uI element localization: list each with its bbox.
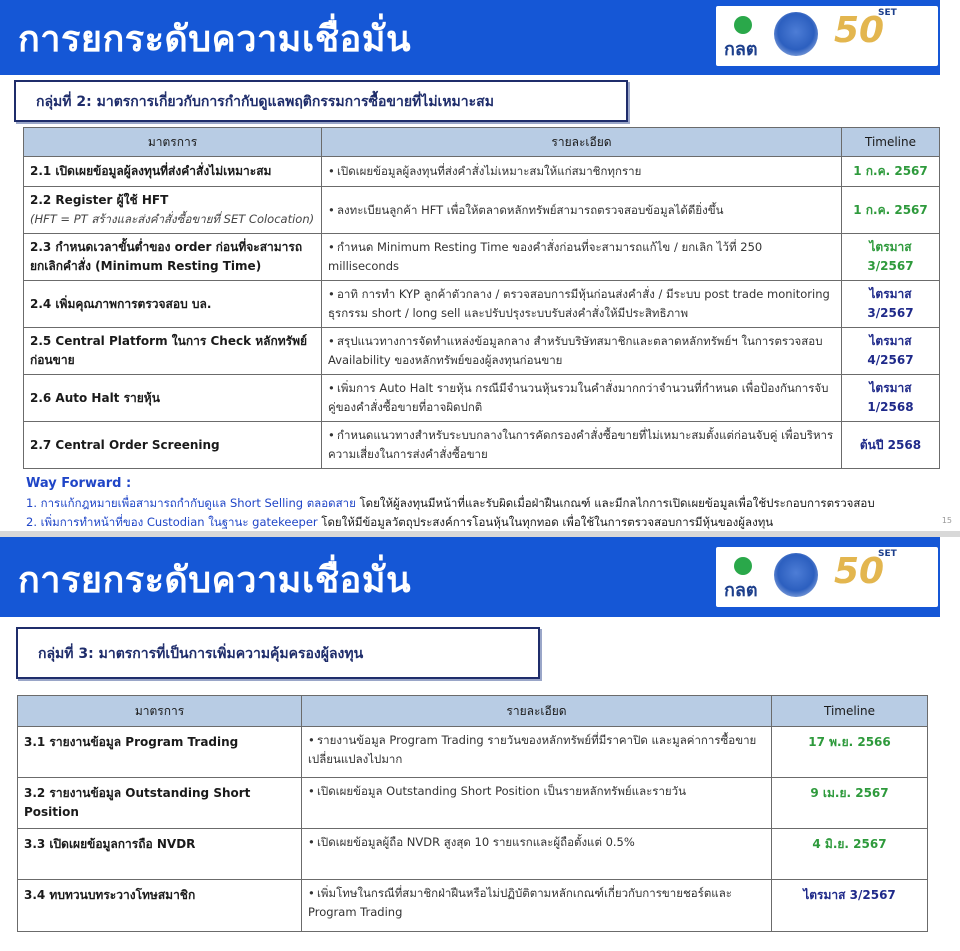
measure-cell: 2.6 Auto Halt รายหุ้น bbox=[24, 375, 322, 422]
detail-cell: • เปิดเผยข้อมูลผู้ถือ NVDR สูงสุด 10 รายแรกและผู้ถือตั้งแต่ 0.5% bbox=[302, 829, 772, 880]
detail-cell: • เพิ่มการ Auto Halt รายหุ้น กรณีมีจำนวนหุ้นรวมในคำสั่งมากกว่าจำนวนที่กำหนด เพื่อป้องกันการจับคู่ของคำสั่งซื้อขายที่อาจผิดปกติ bbox=[322, 375, 842, 422]
table-header-row bbox=[18, 696, 928, 727]
timeline-cell: 1 ก.ค. 2567 bbox=[842, 187, 940, 234]
group-heading-box bbox=[16, 627, 540, 679]
sec-logo bbox=[724, 16, 764, 58]
group-heading-box bbox=[14, 80, 628, 122]
timeline-cell: 17 พ.ย. 2566 bbox=[772, 727, 928, 778]
slide-title: การยกระดับความเชื่อมั่น bbox=[18, 560, 412, 601]
slide-title: การยกระดับความเชื่อมั่น bbox=[18, 19, 412, 60]
header-timeline: Timeline bbox=[842, 128, 940, 157]
timeline-cell: 4 มิ.ย. 2567 bbox=[772, 829, 928, 880]
set-50th-logo bbox=[834, 549, 897, 592]
detail-cell: • กำหนด Minimum Resting Time ของคำสั่งก่อนที่จะสามารถแก้ไข / ยกเลิก ไว้ที่ 250 milliseconds bbox=[322, 234, 842, 281]
way-forward-rest: โดยให้มีข้อมูลวัตถุประสงค์การโอนหุ้นในทุกทอด เพื่อใช้ในการตรวจสอบการมีหุ้นของผู้ลงทุน bbox=[317, 515, 774, 529]
set-50th-logo bbox=[834, 8, 897, 51]
table-row bbox=[24, 281, 940, 328]
table-row bbox=[18, 829, 928, 880]
table-row bbox=[24, 375, 940, 422]
sec-logo-circle-icon bbox=[734, 557, 752, 575]
table-header-row bbox=[24, 128, 940, 157]
header-measure: มาตรการ bbox=[24, 128, 322, 157]
sec-logo bbox=[724, 557, 764, 599]
table-row bbox=[18, 727, 928, 778]
way-forward-item bbox=[26, 495, 875, 513]
header-timeline: Timeline bbox=[772, 696, 928, 727]
way-forward-lead: 1. การแก้กฎหมายเพื่อสามารถกำกับดูแล Short Selling ตลอดสาย bbox=[26, 496, 356, 510]
measure-note: (HFT = PT สร้างและส่งคำสั่งซื้อขายที่ SET Colocation) bbox=[30, 212, 315, 226]
set-50-number: 50 bbox=[834, 10, 885, 51]
set-50-number: 50 bbox=[834, 551, 885, 592]
header-detail: รายละเอียด bbox=[322, 128, 842, 157]
measure-cell: 2.1 เปิดเผยข้อมูลผู้ลงทุนที่ส่งคำสั่งไม่เหมาะสม bbox=[24, 157, 322, 187]
timeline-cell: ไตรมาส 3/2567 bbox=[772, 880, 928, 932]
measure-cell: 2.3 กำหนดเวลาขั้นต่ำของ order ก่อนที่จะสามารถยกเลิกคำสั่ง (Minimum Resting Time) bbox=[24, 234, 322, 281]
group-heading: กลุ่มที่ 2: มาตรการเกี่ยวกับการกำกับดูแลพฤติกรรมการซื้อขายที่ไม่เหมาะสม bbox=[36, 94, 494, 110]
group-heading: กลุ่มที่ 3: มาตรการที่เป็นการเพิ่มความคุ้มครองผู้ลงทุน bbox=[38, 646, 364, 662]
detail-cell: • สรุปแนวทางการจัดทำแหล่งข้อมูลกลาง สำหรับบริษัทสมาชิกและตลาดหลักทรัพย์ฯ ในการตรวจสอบ Availability ของหลักทรัพย์ของผู้ลงทุนก่อนขาย bbox=[322, 328, 842, 375]
detail-cell: • เปิดเผยข้อมูล Outstanding Short Position เป็นรายหลักทรัพย์และรายวัน bbox=[302, 778, 772, 829]
detail-cell: • กำหนดแนวทางสำหรับระบบกลางในการคัดกรองคำสั่งซื้อขายที่ไม่เหมาะสมตั้งแต่ก่อนจับคู่ เพื่อบริหารความเสี่ยงในการส่งคำสั่งซื้อขาย bbox=[322, 422, 842, 469]
ministry-seal-icon bbox=[774, 553, 818, 597]
detail-text: เปิดเผยข้อมูลผู้ถือ NVDR สูงสุด 10 รายแรกและผู้ถือตั้งแต่ 0.5% bbox=[317, 835, 635, 849]
measure-cell: 2.4 เพิ่มคุณภาพการตรวจสอบ บล. bbox=[24, 281, 322, 328]
timeline-cell: 9 เม.ย. 2567 bbox=[772, 778, 928, 829]
page-number: 15 bbox=[941, 516, 952, 525]
measure-cell: 2.7 Central Order Screening bbox=[24, 422, 322, 469]
detail-text: เพิ่มการ Auto Halt รายหุ้น กรณีมีจำนวนหุ้นรวมในคำสั่งมากกว่าจำนวนที่กำหนด เพื่อป้องกันการจับคู่ของคำสั่งซื้อขายที่อาจผิดปกติ bbox=[328, 381, 829, 414]
table-row bbox=[24, 234, 940, 281]
timeline-cell: ไตรมาส 1/2568 bbox=[842, 375, 940, 422]
measure-cell: 3.2 รายงานข้อมูล Outstanding Short Position bbox=[18, 778, 302, 829]
timeline-cell: ไตรมาส 3/2567 bbox=[842, 281, 940, 328]
table-row bbox=[18, 880, 928, 932]
detail-text: กำหนดแนวทางสำหรับระบบกลางในการคัดกรองคำสั่งซื้อขายที่ไม่เหมาะสมตั้งแต่ก่อนจับคู่ เพื่อบริหารความเสี่ยงในการส่งคำสั่งซื้อขาย bbox=[328, 428, 834, 461]
detail-text: กำหนด Minimum Resting Time ของคำสั่งก่อนที่จะสามารถแก้ไข / ยกเลิก ไว้ที่ 250 milliseconds bbox=[328, 240, 763, 273]
measure-cell: 3.4 ทบทวนบทระวางโทษสมาชิก bbox=[18, 880, 302, 932]
way-forward-item bbox=[26, 514, 773, 531]
way-forward-rest: โดยให้ผู้ลงทุนมีหน้าที่และรับผิดเมื่อฝ่าฝืนเกณฑ์ และมีกลไกการเปิดเผยข้อมูลเพื่อใช้ประกอบการตรวจสอบ bbox=[355, 496, 875, 510]
header-detail: รายละเอียด bbox=[302, 696, 772, 727]
detail-text: สรุปแนวทางการจัดทำแหล่งข้อมูลกลาง สำหรับบริษัทสมาชิกและตลาดหลักทรัพย์ฯ ในการตรวจสอบ Availability ของหลักทรัพย์ของผู้ลงทุนก่อนขาย bbox=[328, 334, 823, 367]
table-row bbox=[24, 187, 940, 234]
measure-cell bbox=[24, 187, 322, 234]
detail-cell: • เปิดเผยข้อมูลผู้ลงทุนที่ส่งคำสั่งไม่เหมาะสมให้แก่สมาชิกทุกราย bbox=[322, 157, 842, 187]
logo-strip bbox=[716, 6, 938, 66]
logo-strip bbox=[716, 547, 938, 607]
ministry-seal-icon bbox=[774, 12, 818, 56]
detail-text: รายงานข้อมูล Program Trading รายวันของหลักทรัพย์ที่มีราคาปิด และมูลค่าการซื้อขายเปลี่ยนแปลงไปมาก bbox=[308, 733, 757, 766]
timeline-cell: 1 ก.ค. 2567 bbox=[842, 157, 940, 187]
way-forward-heading: Way Forward : bbox=[26, 476, 132, 491]
slide-group-3 bbox=[0, 537, 960, 951]
way-forward-lead: 2. เพิ่มการทำหน้าที่ของ Custodian ในฐานะ gatekeeper bbox=[26, 515, 318, 529]
detail-text: เปิดเผยข้อมูลผู้ลงทุนที่ส่งคำสั่งไม่เหมาะสมให้แก่สมาชิกทุกราย bbox=[337, 164, 642, 178]
detail-text: เปิดเผยข้อมูล Outstanding Short Position เป็นรายหลักทรัพย์และรายวัน bbox=[317, 784, 686, 798]
detail-cell: • เพิ่มโทษในกรณีที่สมาชิกฝ่าฝืนหรือไม่ปฏิบัติตามหลักเกณฑ์เกี่ยวกับการขายชอร์ตและ Program Trading bbox=[302, 880, 772, 932]
set-50-tag: SET bbox=[878, 549, 897, 559]
detail-text: อาทิ การทำ KYP ลูกค้าตัวกลาง / ตรวจสอบการมีหุ้นก่อนส่งคำสั่ง / มีระบบ post trade monitoring ธุรกรรม short / long sell และปรับปรุงระบบรับส่งคำสั่งให้มีประสิทธิภาพ bbox=[328, 287, 830, 320]
measure-cell: 2.5 Central Platform ในการ Check หลักทรัพย์ก่อนขาย bbox=[24, 328, 322, 375]
set-50-tag: SET bbox=[878, 8, 897, 18]
measure-text: 2.2 Register ผู้ใช้ HFT bbox=[30, 193, 169, 207]
table-row bbox=[24, 157, 940, 187]
measure-cell: 3.3 เปิดเผยข้อมูลการถือ NVDR bbox=[18, 829, 302, 880]
header-measure: มาตรการ bbox=[18, 696, 302, 727]
detail-cell: • รายงานข้อมูล Program Trading รายวันของหลักทรัพย์ที่มีราคาปิด และมูลค่าการซื้อขายเปลี่ยนแปลงไปมาก bbox=[302, 727, 772, 778]
sec-logo-text: กลต bbox=[724, 39, 758, 60]
timeline-cell: ไตรมาส 3/2567 bbox=[842, 234, 940, 281]
detail-cell: • อาทิ การทำ KYP ลูกค้าตัวกลาง / ตรวจสอบการมีหุ้นก่อนส่งคำสั่ง / มีระบบ post trade monitoring ธุรกรรม short / long sell และปรับปรุงระบบรับส่งคำสั่งให้มีประสิทธิภาพ bbox=[322, 281, 842, 328]
sec-logo-circle-icon bbox=[734, 16, 752, 34]
measure-cell: 3.1 รายงานข้อมูล Program Trading bbox=[18, 727, 302, 778]
detail-text: ลงทะเบียนลูกค้า HFT เพื่อให้ตลาดหลักทรัพย์สามารถตรวจสอบข้อมูลได้ดียิ่งขึ้น bbox=[337, 202, 724, 217]
measures-table bbox=[23, 127, 940, 469]
detail-text: เพิ่มโทษในกรณีที่สมาชิกฝ่าฝืนหรือไม่ปฏิบัติตามหลักเกณฑ์เกี่ยวกับการขายชอร์ตและ Program Trading bbox=[308, 886, 732, 919]
table-row bbox=[18, 778, 928, 829]
timeline-cell: ต้นปี 2568 bbox=[842, 422, 940, 469]
table-row bbox=[24, 422, 940, 469]
table-row bbox=[24, 328, 940, 375]
sec-logo-text: กลต bbox=[724, 580, 758, 601]
timeline-cell: ไตรมาส 4/2567 bbox=[842, 328, 940, 375]
detail-cell: • ลงทะเบียนลูกค้า HFT เพื่อให้ตลาดหลักทรัพย์สามารถตรวจสอบข้อมูลได้ดียิ่งขึ้น bbox=[322, 187, 842, 234]
measures-table bbox=[17, 695, 928, 932]
